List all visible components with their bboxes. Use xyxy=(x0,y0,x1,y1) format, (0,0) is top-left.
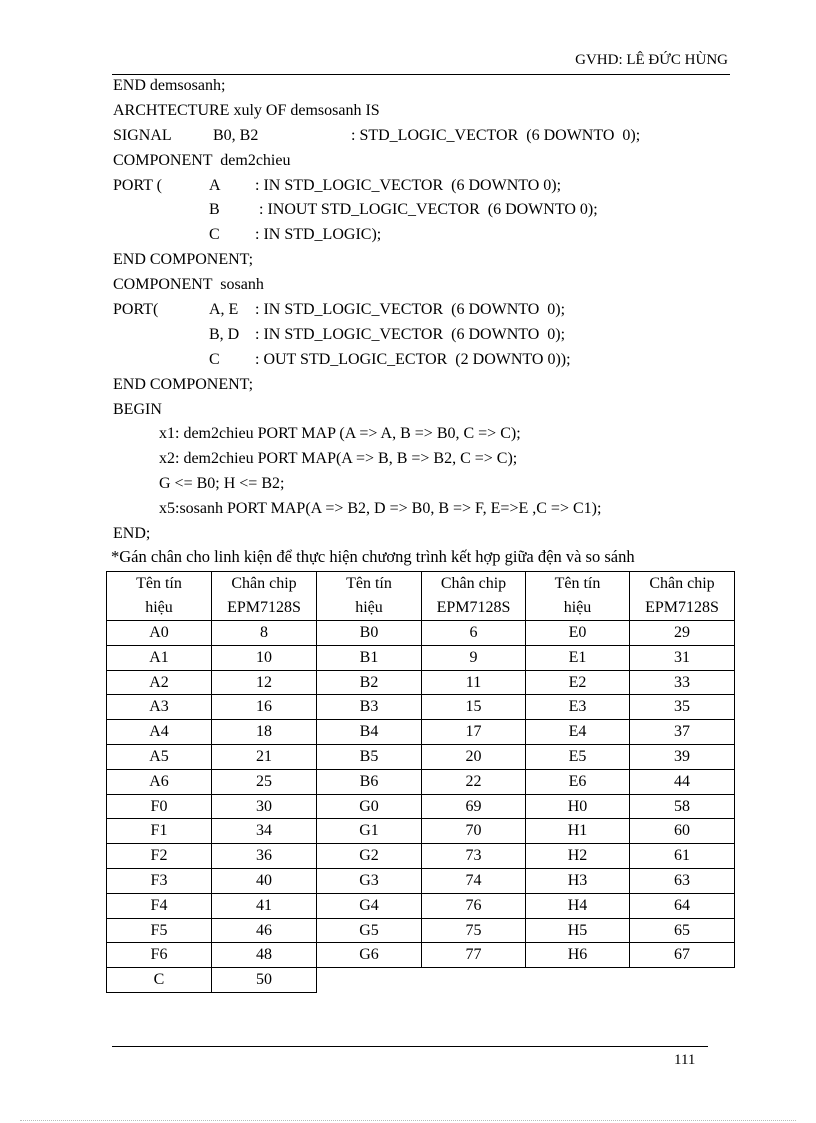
table-cell: 37 xyxy=(630,720,735,745)
code-line xyxy=(113,74,753,99)
table-cell: F5 xyxy=(107,918,212,943)
code-segment: END demsosanh; xyxy=(113,77,226,94)
code-line xyxy=(113,223,753,248)
table-cell: Chân chip xyxy=(422,572,526,597)
table-cell: F6 xyxy=(107,943,212,968)
page-edge-divider xyxy=(20,1120,796,1121)
table-cell: Tên tín xyxy=(317,572,422,597)
table-cell: 44 xyxy=(630,769,735,794)
table-cell: 17 xyxy=(422,720,526,745)
code-line xyxy=(113,323,753,348)
table-cell: 34 xyxy=(212,819,317,844)
table-cell: 39 xyxy=(630,744,735,769)
table-cell: 75 xyxy=(422,918,526,943)
table-cell: 16 xyxy=(212,695,317,720)
table-cell: G5 xyxy=(317,918,422,943)
table-cell: A5 xyxy=(107,744,212,769)
table-cell: 20 xyxy=(422,744,526,769)
pin-assignment-note: *Gán chân cho linh kiện để thực hiện chương trình kết hợp giữa đện và so sánh xyxy=(111,547,635,566)
table-cell: H1 xyxy=(526,819,630,844)
table-cell: 60 xyxy=(630,819,735,844)
code-segment: A xyxy=(209,176,221,194)
code-line xyxy=(113,472,753,497)
table-cell: E0 xyxy=(526,621,630,646)
table-cell: 18 xyxy=(212,720,317,745)
table-row xyxy=(107,918,735,943)
table-cell: F1 xyxy=(107,819,212,844)
vhdl-code-block xyxy=(113,74,753,547)
code-line xyxy=(113,298,753,323)
table-cell: A0 xyxy=(107,621,212,646)
code-segment: B xyxy=(209,201,220,219)
footer-rule xyxy=(112,1046,708,1047)
table-row xyxy=(107,893,735,918)
table-cell: 77 xyxy=(422,943,526,968)
code-segment: BEGIN xyxy=(113,400,162,418)
table-cell: E6 xyxy=(526,769,630,794)
table-cell: 8 xyxy=(212,621,317,646)
table-cell: F3 xyxy=(107,868,212,893)
table-cell: E5 xyxy=(526,744,630,769)
table-cell: EPM7128S xyxy=(422,596,526,621)
table-cell: E2 xyxy=(526,670,630,695)
table-cell: 73 xyxy=(422,844,526,869)
table-cell: H5 xyxy=(526,918,630,943)
table-cell: F4 xyxy=(107,893,212,918)
code-segment: COMPONENT sosanh xyxy=(113,276,264,294)
code-segment: END COMPONENT; xyxy=(113,375,254,393)
table-row xyxy=(107,769,735,794)
code-line xyxy=(113,248,753,273)
table-cell: 64 xyxy=(630,893,735,918)
table-cell: B2 xyxy=(317,670,422,695)
table-cell: A2 xyxy=(107,670,212,695)
code-segment: A, E xyxy=(209,301,239,319)
code-segment: : INOUT STD_LOGIC_VECTOR (6 DOWNTO 0); xyxy=(259,201,598,219)
table-cell: A1 xyxy=(107,645,212,670)
table-cell: 48 xyxy=(212,943,317,968)
code-line xyxy=(113,497,753,522)
code-segment: END; xyxy=(113,525,151,543)
code-segment: B, D xyxy=(209,325,240,343)
code-segment: : OUT STD_LOGIC_ECTOR (2 DOWNTO 0)); xyxy=(255,350,571,368)
table-cell xyxy=(630,968,735,993)
code-segment: B0, B2 xyxy=(213,126,259,144)
table-cell: B5 xyxy=(317,744,422,769)
code-segment: x1: dem2chieu PORT MAP (A => A, B => B0, C => C); xyxy=(159,425,521,443)
code-line xyxy=(113,373,753,398)
table-cell: 70 xyxy=(422,819,526,844)
table-cell: G1 xyxy=(317,819,422,844)
code-segment: C xyxy=(209,350,220,368)
table-cell: 11 xyxy=(422,670,526,695)
table-cell: 25 xyxy=(212,769,317,794)
code-segment: PORT( xyxy=(113,301,159,319)
table-cell: hiệu xyxy=(317,596,422,621)
table-cell: 33 xyxy=(630,670,735,695)
code-segment: COMPONENT dem2chieu xyxy=(113,151,291,169)
code-line xyxy=(113,348,753,373)
table-cell: G3 xyxy=(317,868,422,893)
table-cell: 40 xyxy=(212,868,317,893)
table-cell: 74 xyxy=(422,868,526,893)
table-cell: 12 xyxy=(212,670,317,695)
table-cell: 41 xyxy=(212,893,317,918)
code-segment: x2: dem2chieu PORT MAP(A => B, B => B2, C => C); xyxy=(159,450,518,468)
table-cell: B0 xyxy=(317,621,422,646)
table-cell: B1 xyxy=(317,645,422,670)
table-cell: 29 xyxy=(630,621,735,646)
table-row xyxy=(107,968,735,993)
table-cell: 9 xyxy=(422,645,526,670)
code-line xyxy=(113,522,753,547)
table-header-row xyxy=(107,596,735,621)
code-line xyxy=(113,149,753,174)
code-line xyxy=(113,124,753,149)
table-cell: H6 xyxy=(526,943,630,968)
table-cell: A3 xyxy=(107,695,212,720)
table-cell: G2 xyxy=(317,844,422,869)
code-segment: : IN STD_LOGIC_VECTOR (6 DOWNTO 0); xyxy=(255,176,562,194)
table-cell: 30 xyxy=(212,794,317,819)
code-line xyxy=(113,447,753,472)
code-segment: : IN STD_LOGIC_VECTOR (6 DOWNTO 0); xyxy=(255,325,566,343)
code-segment: : IN STD_LOGIC_VECTOR (6 DOWNTO 0); xyxy=(255,301,566,319)
table-cell: B3 xyxy=(317,695,422,720)
code-segment: SIGNAL xyxy=(113,126,172,144)
code-line xyxy=(113,422,753,447)
table-row xyxy=(107,670,735,695)
pin-assignment-table xyxy=(106,571,735,993)
table-cell: 63 xyxy=(630,868,735,893)
table-cell: G0 xyxy=(317,794,422,819)
table-cell: hiệu xyxy=(526,596,630,621)
table-cell: B6 xyxy=(317,769,422,794)
code-segment: END COMPONENT; xyxy=(113,251,254,269)
table-cell: 46 xyxy=(212,918,317,943)
code-segment: G <= B0; H <= B2; xyxy=(159,475,285,493)
table-cell: EPM7128S xyxy=(212,596,317,621)
page-header xyxy=(112,50,730,75)
table-cell: G4 xyxy=(317,893,422,918)
code-line xyxy=(113,99,753,124)
code-segment: x5:sosanh PORT MAP(A => B2, D => B0, B => F, E=>E ,C => C1); xyxy=(159,500,602,518)
table-row xyxy=(107,844,735,869)
table-cell xyxy=(317,968,422,993)
code-line xyxy=(113,398,753,423)
table-row xyxy=(107,621,735,646)
code-segment: : STD_LOGIC_VECTOR (6 DOWNTO 0); xyxy=(351,126,641,144)
table-cell: 50 xyxy=(212,968,317,993)
table-cell: F0 xyxy=(107,794,212,819)
table-cell: 22 xyxy=(422,769,526,794)
table-row xyxy=(107,794,735,819)
table-cell: E3 xyxy=(526,695,630,720)
code-line xyxy=(113,198,753,223)
table-cell: 6 xyxy=(422,621,526,646)
table-cell: 36 xyxy=(212,844,317,869)
code-segment: PORT ( xyxy=(113,176,162,194)
table-cell: 21 xyxy=(212,744,317,769)
table-cell: E1 xyxy=(526,645,630,670)
table-cell: 76 xyxy=(422,893,526,918)
table-cell: 10 xyxy=(212,645,317,670)
page-number: 111 xyxy=(674,1052,696,1068)
table-cell: E4 xyxy=(526,720,630,745)
table-cell xyxy=(422,968,526,993)
table-row xyxy=(107,645,735,670)
table-cell: hiệu xyxy=(107,596,212,621)
table-cell: H2 xyxy=(526,844,630,869)
code-segment: : IN STD_LOGIC); xyxy=(255,226,382,244)
table-cell: 15 xyxy=(422,695,526,720)
table-cell: 31 xyxy=(630,645,735,670)
table-cell: G6 xyxy=(317,943,422,968)
code-line xyxy=(113,273,753,298)
table-cell: 35 xyxy=(630,695,735,720)
table-cell: 61 xyxy=(630,844,735,869)
table-cell: H4 xyxy=(526,893,630,918)
table-row xyxy=(107,819,735,844)
table-cell: H3 xyxy=(526,868,630,893)
table-cell xyxy=(526,968,630,993)
table-cell: C xyxy=(107,968,212,993)
table-cell: Chân chip xyxy=(630,572,735,597)
table-cell: 58 xyxy=(630,794,735,819)
table-cell: H0 xyxy=(526,794,630,819)
table-row xyxy=(107,744,735,769)
table-cell: F2 xyxy=(107,844,212,869)
table-cell: 67 xyxy=(630,943,735,968)
header-text: GVHD: LÊ ĐỨC HÙNG xyxy=(575,52,728,68)
table-header-row xyxy=(107,572,735,597)
code-segment: ARCHTECTURE xuly OF demsosanh IS xyxy=(113,101,380,119)
table-cell: EPM7128S xyxy=(630,596,735,621)
table-cell: Tên tín xyxy=(107,572,212,597)
table-cell: B4 xyxy=(317,720,422,745)
table-cell: Tên tín xyxy=(526,572,630,597)
table-cell: 65 xyxy=(630,918,735,943)
code-segment: C xyxy=(209,226,220,244)
table-row xyxy=(107,720,735,745)
table-cell: Chân chip xyxy=(212,572,317,597)
table-cell: A4 xyxy=(107,720,212,745)
code-line xyxy=(113,174,753,199)
table-row xyxy=(107,943,735,968)
table-row xyxy=(107,868,735,893)
table-cell: A6 xyxy=(107,769,212,794)
table-row xyxy=(107,695,735,720)
table-cell: 69 xyxy=(422,794,526,819)
